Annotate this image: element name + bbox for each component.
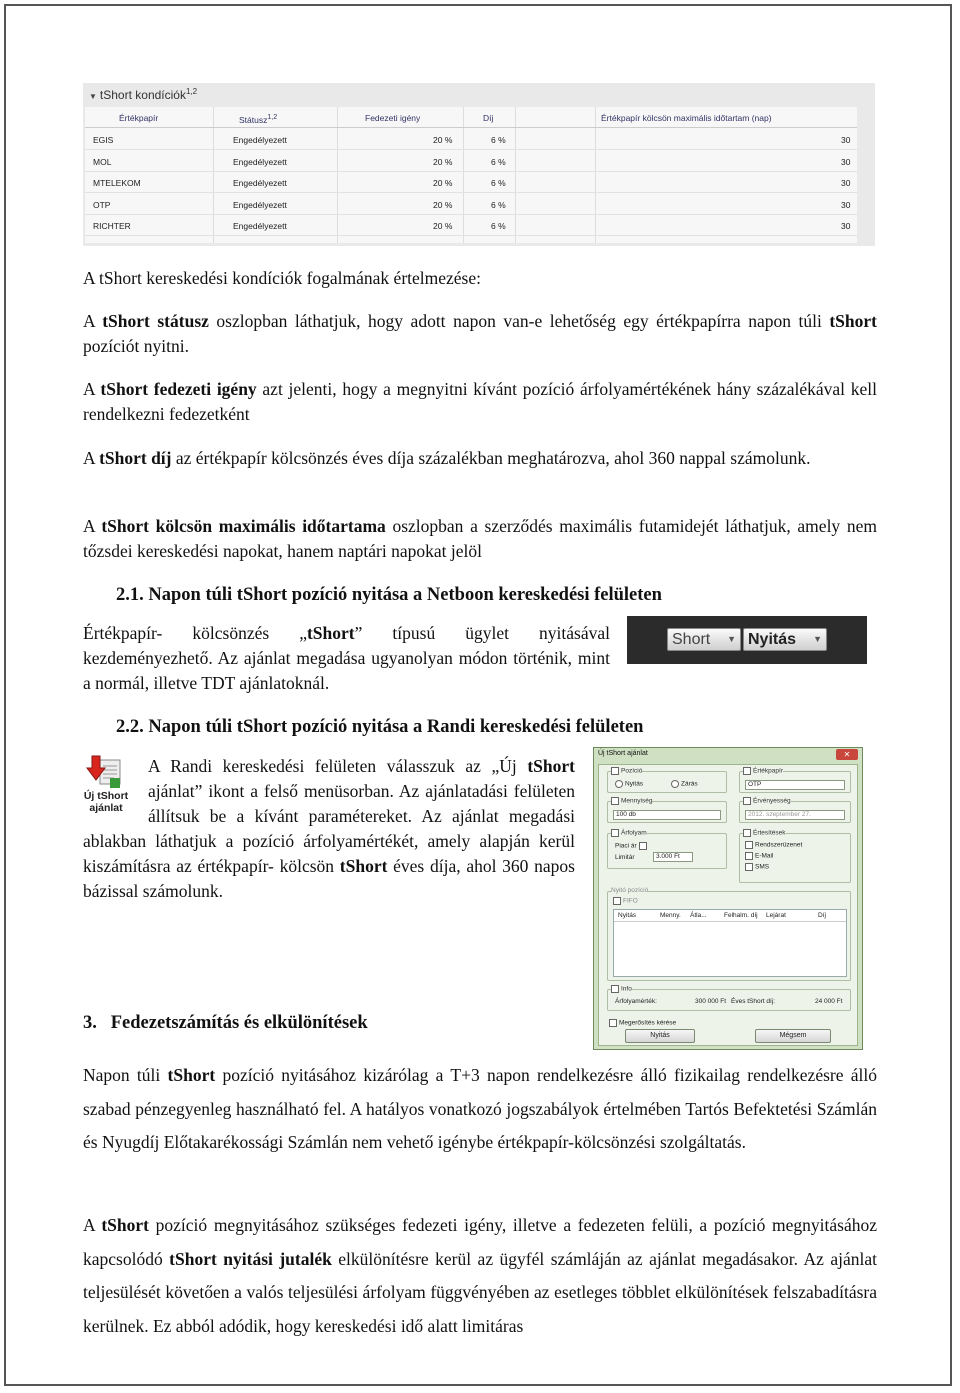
header-fedezeti-igeny[interactable]: Fedezeti igény (365, 113, 421, 123)
heading-2-2: 2.2. Napon túli tShort pozíció nyitása a Randi kereskedési felületen (116, 717, 644, 737)
checkbox-icon (639, 842, 647, 850)
table-cell: Engedélyezett (233, 178, 287, 188)
table-row[interactable] (85, 172, 857, 193)
table-cell: 30 (841, 178, 851, 188)
col-menny[interactable]: Menny. (660, 912, 681, 919)
table-title: ▼ tShort kondíciók$^{1,2}$ (89, 87, 198, 102)
table-body (85, 107, 857, 243)
header-statusz[interactable]: Státusz$^{1,2}$ (239, 113, 278, 125)
ervenyesseg-input[interactable]: 2012. szeptember 27. (745, 810, 845, 820)
fifo-option[interactable]: FIFO (613, 897, 638, 905)
piaci-ar-option[interactable]: Piaci ár (615, 842, 649, 850)
col-dij[interactable]: Díj (818, 912, 826, 919)
checkbox-icon[interactable] (611, 797, 619, 805)
radio-icon (671, 780, 679, 788)
chevron-down-icon: ▼ (813, 634, 822, 644)
para-randi-text: A Randi kereskedési felületen válasszuk az „Új tShort ajánlat” ikont a felső menüsorban. Az ajánlatadási felületen állítsuk be a kívánt paramétereket. Az ajánlat megadási ablakban láthatjuk a pozíció árfolyamértékét, amely alapján kerül kiszámításra az értékpapír- kölcsön tShort éves díja, ahol 360 napos bázissal számolunk. (83, 756, 575, 901)
table-cell: MOL (93, 156, 112, 167)
para-intro: A tShort kereskedési kondíciók fogalmának értelmezése: (83, 268, 481, 288)
heading-3: 3. Fedezetszámítás és elkülönítések (83, 1013, 368, 1033)
rendszeruzenet-option[interactable]: Rendszerüzenet (745, 841, 802, 849)
table-cell: Engedélyezett (233, 221, 287, 231)
para-idotartam: A tShort kölcsön maximális időtartama oszlopban a szerződés maximális futamidejét láthatjuk, amely nem tőzsdei kereskedési napokat, hanem naptári napokat jelöl (83, 516, 877, 561)
checkbox-icon (745, 841, 753, 849)
table-row[interactable] (85, 129, 857, 150)
table-cell: 6 % (491, 221, 506, 231)
megerosites-option[interactable]: Megerősítés kérése (609, 1019, 676, 1027)
table-row[interactable] (85, 151, 857, 172)
table-cell: 20 % (433, 199, 453, 210)
table-cell: 30 (841, 135, 851, 145)
para-fedezetszamitas: Napon túli tShort pozíció nyitásához kizárólag a T+3 napon rendelkezésre álló fizikailag rendelkezésre álló szabad pénzegyenleg használható fel. A hatályos vonatkozó jogszabályok értelmében Tartós Befektetési Számlán és Nyugdíj Előtakarékossági Számlán nem vehető igénybe értékpapír-kölcsönzési szolgáltatás. (83, 1065, 877, 1152)
group-ertesites-label: Értesítések (743, 829, 786, 837)
radio-icon (615, 780, 623, 788)
dialog-body (598, 764, 858, 1046)
para-fedezet: A tShort fedezeti igény azt jelenti, hogy a megnyitni kívánt pozíció árfolyamértékének hány százalékával kell rendelkezni fedezetként (83, 379, 877, 424)
para-dij: A tShort díj az értékpapír kölcsönzés éves díja százalékban meghatározva, ahol 360 nappal számolunk. (83, 448, 811, 468)
table-cell: 6 % (491, 135, 506, 145)
col-lejarat[interactable]: Lejárat (766, 912, 786, 919)
table-cell: 6 % (491, 178, 506, 188)
tshort-conditions-table (83, 83, 875, 246)
instrument-type-select[interactable]: Short ▼ (667, 628, 741, 651)
checkbox-icon[interactable] (743, 767, 751, 775)
checkbox-icon[interactable] (611, 767, 619, 775)
col-nyitas[interactable]: Nyitás (618, 912, 637, 919)
para-status: A tShort státusz oszlopban láthatjuk, hogy adott napon van-e lehetőség egy értékpapírra napon túli tShort pozíciót nyitni. (83, 311, 877, 356)
group-ervenyesseg-label: Érvényesség (743, 797, 791, 805)
para-elkulonites: A tShort pozíció megnyitásához szükséges fedezeti igény, illetve a fedezeten felüli, a pozíció megnyitásához kapcsolódó tShort nyitási jutalék elkülönítésre kerül az ügyfél számláján az ajánlat megadásakor. Az ajánlat teljesülését követően a valós teljesülési árfolyam függvényében az esetleges többlet elkülönítések felszabadításra kerülnek. Ez abból adódik, hogy kereskedési idő alatt limitáras (83, 1215, 877, 1336)
group-info-label: Info (611, 985, 632, 993)
limitar-label: Limitár (615, 854, 635, 861)
grid-header (614, 910, 846, 922)
direction-select[interactable]: Nyitás ▼ (743, 628, 827, 651)
para-randi-a (83, 754, 575, 904)
radio-zaras[interactable]: Zárás (671, 780, 698, 788)
arfolyamertek-label: Árfolyamérték: (615, 998, 657, 1005)
positions-grid[interactable] (613, 909, 847, 977)
header-ertekpapir[interactable]: Értékpapír (119, 113, 159, 123)
megsem-button[interactable]: Mégsem (755, 1029, 831, 1043)
table-cell: 30 (841, 199, 851, 210)
eves-dij-value: 24 000 Ft (815, 998, 843, 1005)
header-divider (85, 127, 857, 128)
checkbox-icon (609, 1019, 617, 1027)
limitar-input[interactable]: 3.000 Ft (653, 852, 693, 862)
ertekpapir-select[interactable]: OTP (745, 780, 845, 790)
table-cell: 20 % (433, 178, 453, 188)
table-cell: 20 % (433, 156, 453, 167)
table-row[interactable] (85, 215, 857, 236)
group-ertekpapir-label: Értékpapír (743, 767, 783, 775)
para-netboon: Értékpapír- kölcsönzés „tShort” típusú ügylet nyitásával kezdeményezhető. Az ajánlat megadása ugyanolyan módon történik, mint a normál, illetve TDT ajánlatoknál. (83, 623, 610, 693)
table-cell: 6 % (491, 156, 506, 167)
icon-label: Új tShort ajánlat (83, 790, 129, 814)
header-max-idotartam[interactable]: Értékpapír kölcsön maximális időtartam (nap) (601, 113, 772, 123)
chevron-down-icon: ▼ (727, 634, 736, 644)
group-mennyiseg-label: Mennyiség (611, 797, 652, 805)
email-option[interactable]: E-Mail (745, 852, 773, 860)
checkbox-icon (745, 863, 753, 871)
netboon-order-widget (627, 616, 867, 664)
checkbox-icon[interactable] (743, 797, 751, 805)
checkbox-icon (745, 852, 753, 860)
nyitas-button[interactable]: Nyitás (625, 1029, 695, 1043)
heading-2-1: 2.1. Napon túli tShort pozíció nyitása a Netboon kereskedési felületen (116, 585, 662, 605)
table-cell: 30 (841, 156, 851, 167)
table-cell: Engedélyezett (233, 156, 287, 167)
checkbox-icon[interactable] (611, 985, 619, 993)
group-arfolyam-label: Árfolyam (611, 829, 647, 837)
table-cell: EGIS (93, 135, 114, 145)
table-cell: 20 % (433, 221, 453, 231)
row-divider (85, 235, 857, 236)
table-row[interactable] (85, 194, 857, 215)
close-icon[interactable]: ✕ (836, 749, 858, 760)
arfolyamertek-value: 300 000 Ft (695, 998, 727, 1005)
dialog-title: Új tShort ajánlat (598, 750, 648, 757)
checkbox-icon (613, 897, 621, 905)
table-cell: 6 % (491, 199, 506, 210)
sms-option[interactable]: SMS (745, 863, 769, 871)
eves-dij-label: Éves tShort díj: (731, 998, 776, 1005)
group-nyito-pozicio-label: Nyitó pozíció (611, 887, 649, 894)
checkbox-icon[interactable] (743, 829, 751, 837)
mennyiseg-input[interactable]: 100 db (613, 810, 721, 820)
table-cell: 30 (841, 221, 851, 231)
radio-nyitas[interactable]: Nyitás (615, 780, 643, 788)
new-tshort-offer-dialog (593, 747, 863, 1050)
header-dij[interactable]: Díj (483, 113, 494, 123)
group-pozicio-label: Pozíció (611, 767, 642, 775)
group-arfolyam (607, 833, 727, 869)
table-cell: OTP (93, 199, 111, 210)
checkbox-icon[interactable] (611, 829, 619, 837)
table-cell: Engedélyezett (233, 199, 287, 210)
table-cell: MTELEKOM (93, 178, 141, 188)
col-felhalm-dij[interactable]: Felhalm. díj (724, 912, 758, 919)
table-cell: 20 % (433, 135, 453, 145)
table-cell: Engedélyezett (233, 135, 287, 145)
col-atla[interactable]: Átla... (690, 912, 707, 919)
collapse-arrow-icon[interactable]: ▼ (89, 92, 97, 101)
table-cell: RICHTER (93, 221, 131, 231)
